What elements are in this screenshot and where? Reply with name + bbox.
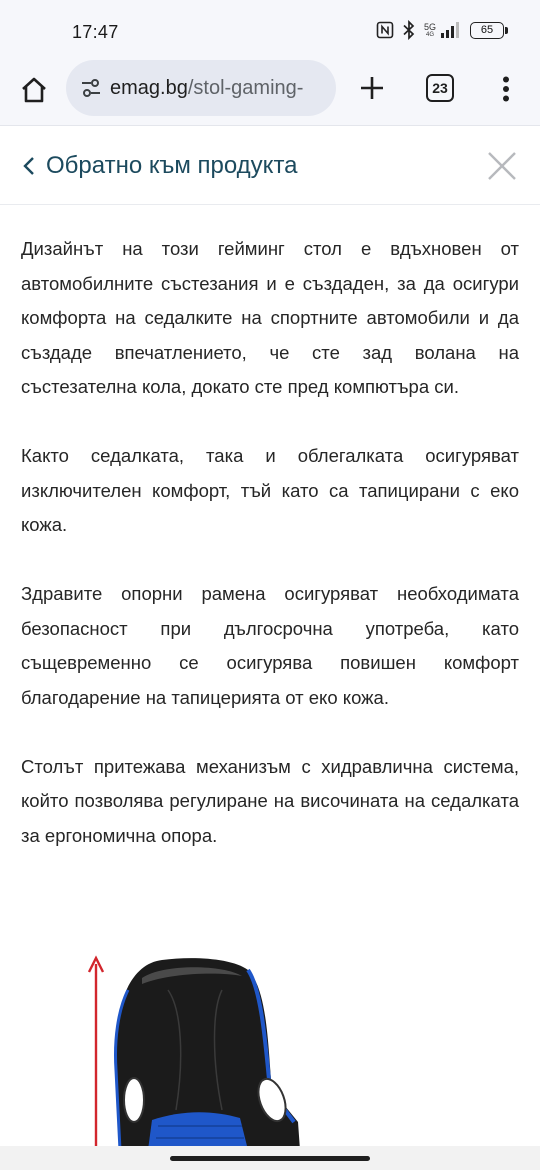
address-bar[interactable] [66, 60, 336, 116]
site-settings-icon[interactable] [80, 77, 102, 99]
new-tab-button[interactable] [354, 70, 390, 106]
network-bottom: 4G [425, 31, 434, 38]
back-link-label: Обратно към продукта [46, 152, 298, 179]
url-host: emag.bg [110, 76, 188, 99]
battery-level: 65 [480, 24, 494, 36]
chair-image [72, 950, 312, 1150]
battery-icon [470, 22, 504, 39]
url-text [110, 77, 303, 100]
close-icon[interactable] [486, 150, 518, 182]
signal-icon [440, 21, 462, 39]
status-icons [376, 20, 504, 40]
back-to-product-link[interactable] [22, 152, 298, 180]
gesture-bar [0, 1146, 540, 1170]
url-path: /stol-gaming- [187, 76, 304, 99]
network-type [424, 23, 436, 38]
home-button[interactable] [16, 72, 52, 108]
description-header [0, 128, 540, 205]
tabs-icon[interactable] [426, 74, 454, 102]
description-paragraph: Дизайнът на този гейминг стол е вдъхновен от автомобилните състезания и е създаден, за да осигури комфорта на седалките на спортните автомобили и да създаде впечатлението, че сте зад волана на състезателна кола, докато сте пред компютъра си. [21, 238, 519, 397]
nfc-icon [376, 21, 394, 39]
status-time: 17:47 [72, 22, 119, 42]
bluetooth-icon [402, 20, 416, 40]
tab-count: 23 [432, 80, 448, 96]
description-paragraph: Здравите опорни рамена осигуряват необходимата безопасност при дългосрочна употреба, като същевременно се осигурява повишен комфорт благодарение на тапицерията от еко кожа. [21, 583, 519, 708]
network-top: 5G [423, 21, 436, 32]
status-bar [0, 0, 540, 60]
description-paragraph: Столът притежава механизъм с хидравлична система, който позволява регулиране на височината на седалката за ергономична опора. [21, 755, 519, 846]
home-icon [19, 75, 49, 105]
browser-toolbar [0, 60, 540, 126]
plus-icon [359, 75, 385, 101]
chevron-left-icon [22, 156, 36, 176]
more-vert-icon [502, 76, 510, 102]
description-paragraph: Както седалката, така и облегалката осигуряват изключителен комфорт, тъй като са тапицирани с еко кожа. [21, 445, 519, 535]
home-indicator[interactable] [170, 1156, 370, 1161]
more-menu-button[interactable] [494, 72, 518, 106]
product-description [21, 232, 519, 888]
